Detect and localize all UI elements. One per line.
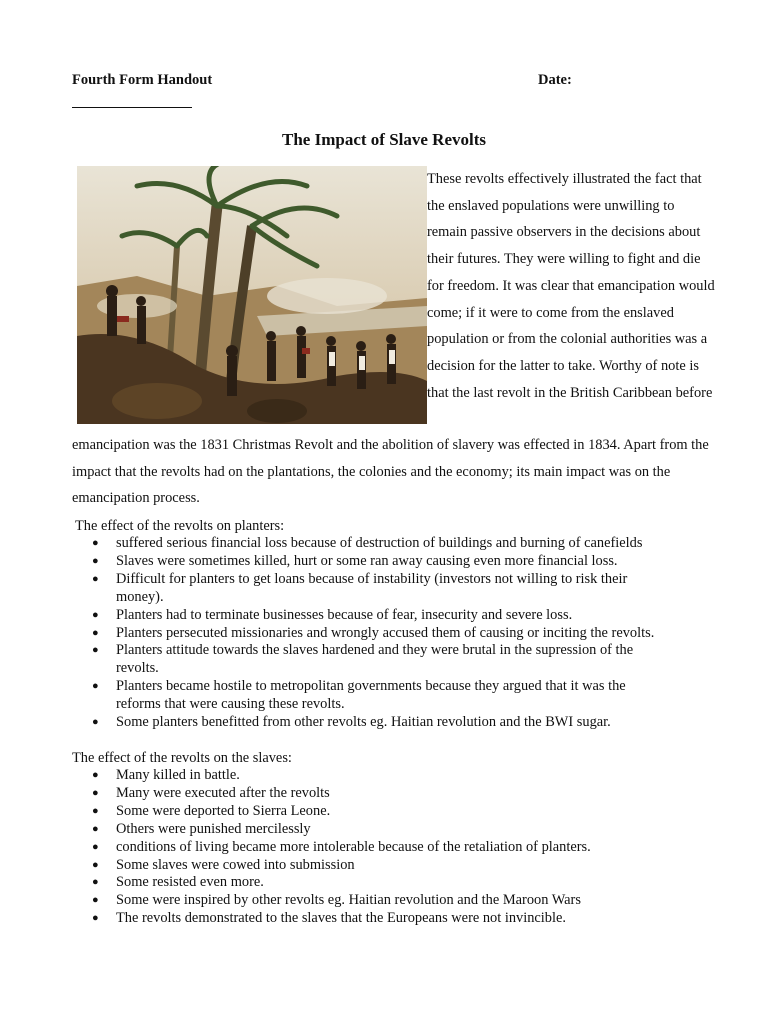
slaves-heading: The effect of the revolts on the slaves: xyxy=(72,750,292,766)
intro-paragraph: These revolts effectively illustrated the fact that the enslaved populations were unwilling to remain passive observers in the decisions about their futures. They were willing to fight and die for freedom. It was clear that emancipation would come; if it were to come from the enslaved population or from the colonial authorities was a decision for the latter to take. Worthy of note is that the last revolt in the British Caribbean before xyxy=(427,171,715,401)
list-item: ● Planters persecuted missionaries and wrongly accused them of causing or inciting the revolts. xyxy=(92,625,662,643)
list-item: ● Some were deported to Sierra Leone. xyxy=(92,803,662,821)
list-item: ● Slaves were sometimes killed, hurt or some ran away causing even more financial loss. xyxy=(92,553,662,571)
list-item: ● Difficult for planters to get loans because of instability (investors not willing to risk their money). xyxy=(92,571,662,607)
list-item: ● Many were executed after the revolts xyxy=(92,785,662,803)
date-label: Date: xyxy=(538,72,572,88)
list-item: ● Some were inspired by other revolts eg. Haitian revolution and the Maroon Wars xyxy=(92,892,662,910)
date-underline xyxy=(72,107,192,108)
page-title: The Impact of Slave Revolts xyxy=(282,130,486,149)
list-item: ● Others were punished mercilessly xyxy=(92,821,662,839)
list-item: ● Some resisted even more. xyxy=(92,874,662,892)
list-item: ● suffered serious financial loss because of destruction of buildings and burning of canefields xyxy=(92,535,662,553)
list-item: ● Planters had to terminate businesses because of fear, insecurity and severe loss. xyxy=(92,607,662,625)
revolt-painting xyxy=(77,166,427,424)
slaves-effects-list xyxy=(92,767,662,928)
list-item: ● Many killed in battle. xyxy=(92,767,662,785)
list-item: ● Planters became hostile to metropolitan governments because they argued that it was the reforms that were causing these revolts. xyxy=(92,678,662,714)
handout-header xyxy=(72,72,702,92)
list-item: ● Some slaves were cowed into submission xyxy=(92,857,662,875)
intro-paragraph-continued: emancipation was the 1831 Christmas Revolt and the abolition of slavery was effected in 1834. Apart from the impact that the revolts had on the plantations, the colonies and the economy; its main impact was on the emancipation process. xyxy=(72,437,709,507)
handout-label: Fourth Form Handout xyxy=(72,72,213,88)
list-item: ● The revolts demonstrated to the slaves that the Europeans were not invincible. xyxy=(92,910,662,928)
painting-icon xyxy=(77,166,427,424)
list-item: ● Some planters benefitted from other revolts eg. Haitian revolution and the BWI sugar. xyxy=(92,714,662,732)
planters-effects-list xyxy=(92,535,662,732)
list-item: ● Planters attitude towards the slaves hardened and they were brutal in the supression of the revolts. xyxy=(92,642,662,678)
planters-heading: The effect of the revolts on planters: xyxy=(75,518,285,534)
list-item: ● conditions of living became more intolerable because of the retaliation of planters. xyxy=(92,839,662,857)
